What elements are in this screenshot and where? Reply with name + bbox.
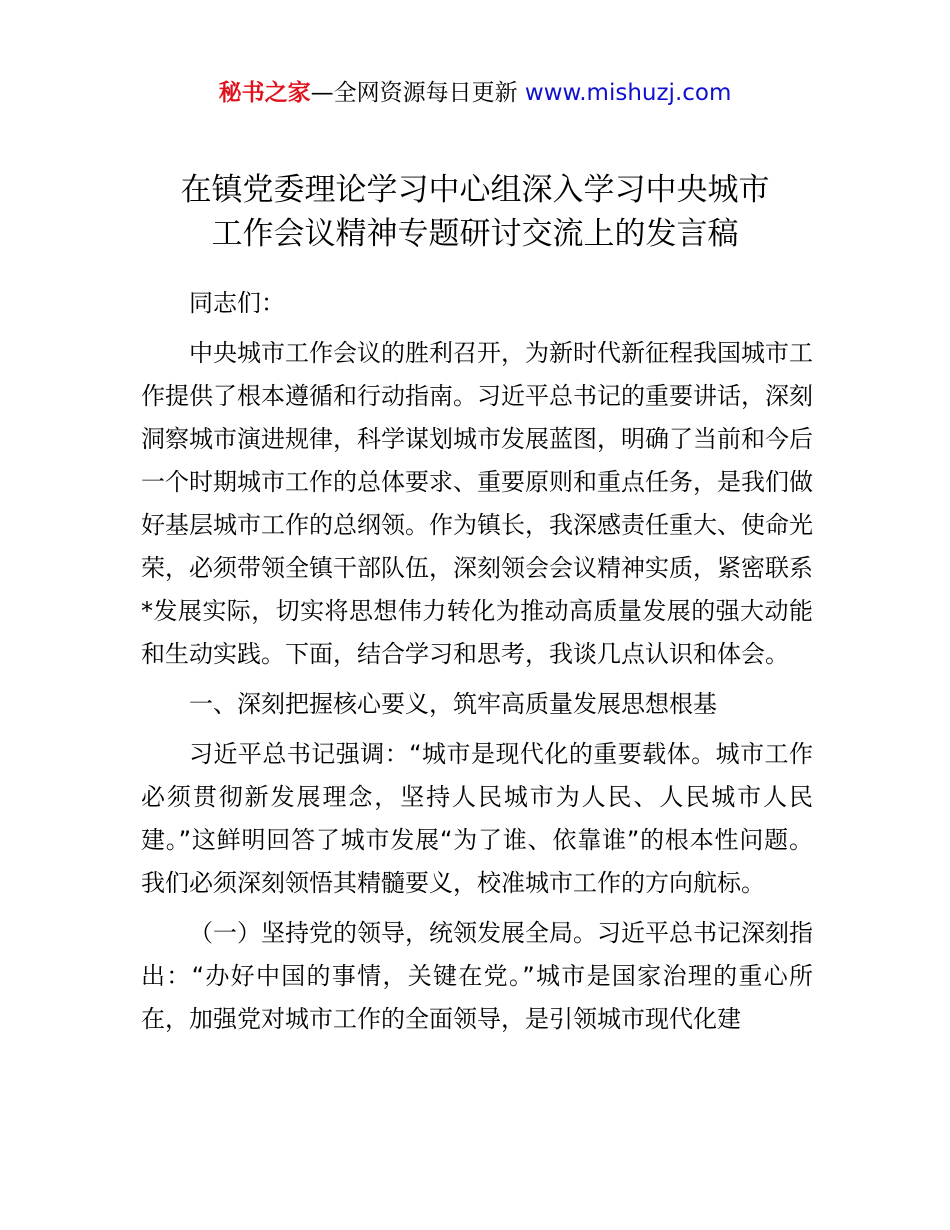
greeting: 同志们： xyxy=(189,289,285,317)
paragraph-intro: 中央城市工作会议的胜利召开，为新时代新征程我国城市工作提供了根本遵循和行动指南。习近平总书记的重要讲话，深刻洞察城市演进规律，科学谋划城市发展蓝图，明确了当前和今后一个时期城市工作的总体要求、重要原则和重点任务，是我们做好基层城市工作的总纲领。作为镇长，我深感责任重大、使命光荣，必须带领全镇干部队伍，深刻领会会议精神实质，紧密联系*发展实际，切实将思想伟力转化为推动高质量发展的强大动能和生动实践。下面，结合学习和思考，我谈几点认识和体会。 xyxy=(141,339,813,668)
paragraph-quote: 习近平总书记强调：“城市是现代化的重要载体。城市工作必须贯彻新发展理念，坚持人民城市为人民、人民城市人民建。”这鲜明回答了城市发展“为了谁、依靠谁”的根本性问题。我们必须深刻领悟其精髓要义，校准城市工作的方向航标。 xyxy=(141,740,813,897)
paragraph-subsection-1: （一）坚持党的领导，统领发展全局。习近平总书记深刻指出：“办好中国的事情，关键在党。”城市是国家治理的重心所在，加强党对城市工作的全面领导，是引领城市现代化建 xyxy=(141,919,813,1033)
title-line-2: 工作会议精神专题研讨交流上的发言稿 xyxy=(211,216,739,252)
site-url-link[interactable]: www.mishuzj.com xyxy=(524,80,732,106)
site-tagline: —全网资源每日更新 xyxy=(310,80,525,106)
document-body xyxy=(141,282,813,1048)
site-header xyxy=(0,78,950,108)
section-heading-1: 一、深刻把握核心要义，筑牢高质量发展思想根基 xyxy=(189,690,717,718)
site-brand: 秘书之家 xyxy=(218,80,311,106)
title-line-1: 在镇党委理论学习中心组深入学习中央城市 xyxy=(180,172,770,208)
document-title xyxy=(0,168,950,256)
